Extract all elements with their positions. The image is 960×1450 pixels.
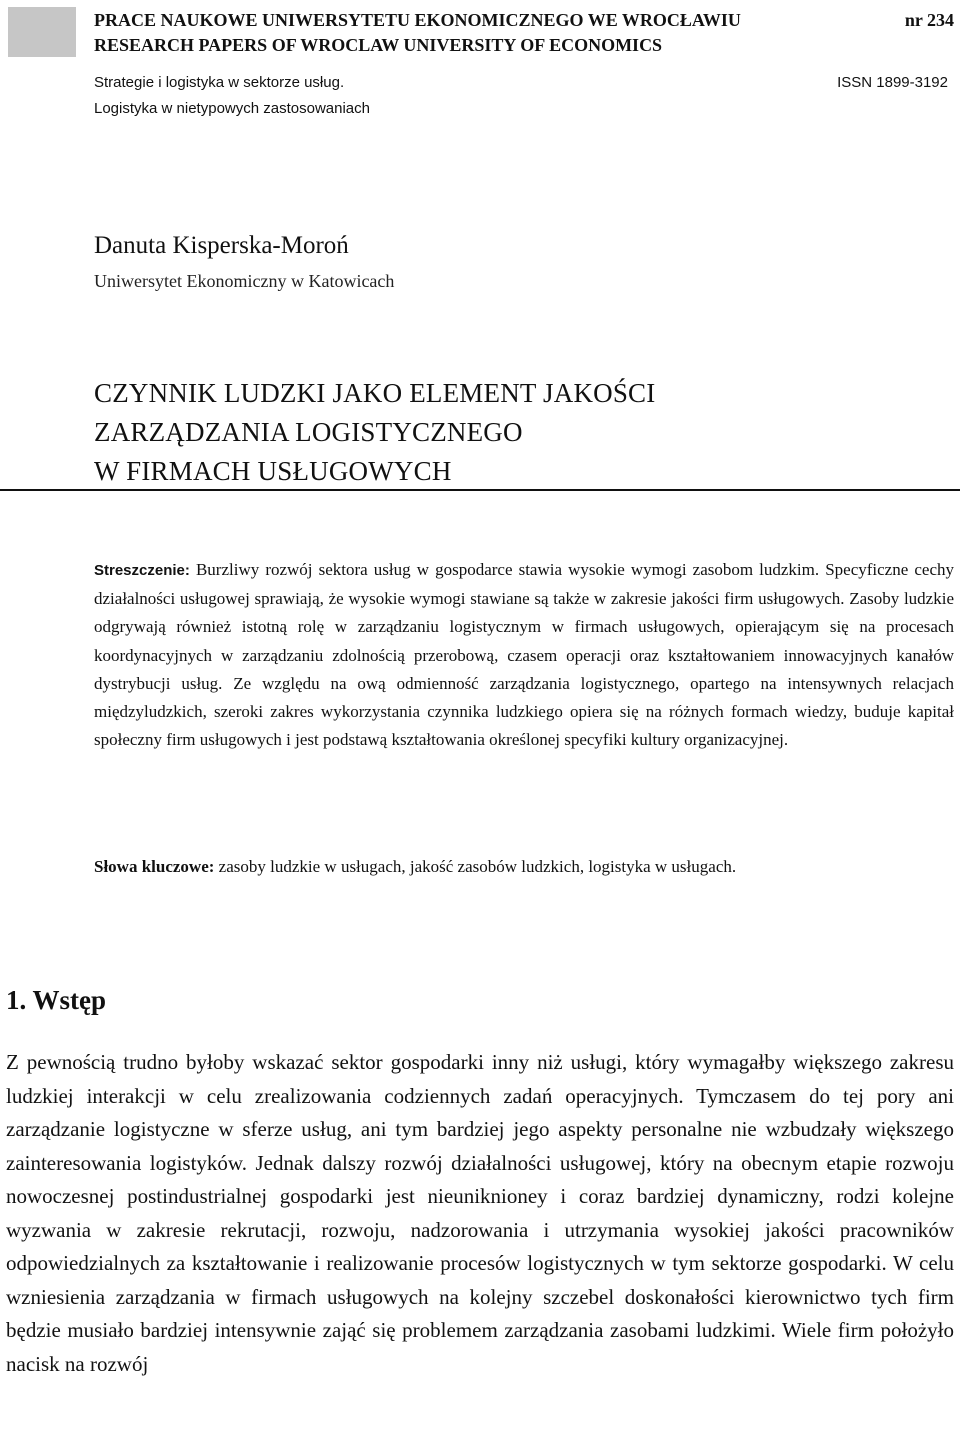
title-divider xyxy=(0,489,960,491)
author-name: Danuta Kisperska-Moroń xyxy=(94,232,349,259)
section-body: Z pewnością trudno byłoby wskazać sektor gospodarki inny niż usługi, który wymagałby większego zakresu ludzkiej interakcji w celu zrealizowania codziennych zadań operacyjnych. Tymczasem do tej pory ani zarządzanie logistyczne w sferze usług, ani tym bardziej jego aspekty personalne nie wzbudzały większego zainteresowania logistyków. Jednak dalszy rozwój działalności usługowej, który na obecnym etapie rozwoju nowoczesnej postindustrialnej gospodarki jest nieuniknioney i coraz bardziej dynamiczny, rodzi kolejne wyzwania w zakresie rekrutacji, rozwoju, nadzorowania i utrzymania wysokiej jakości pracowników odpowiedzialnych za kształtowanie i realizowanie procesów logistycznych w tym sektorze gospodarki. W celu wzniesienia zarządzania w firmach usługowych na kolejny szczebel doskonałości kierownictwo tych firm będzie musiało bardziej intensywnie zająć się problemem zarządzania zasobami ludzkimi. Wiele firm położyło nacisk na rozwój xyxy=(6,1050,954,1376)
journal-name-pl: PRACE NAUKOWE UNIWERSYTETU EKONOMICZNEGO WE WROCŁAWIU xyxy=(94,10,741,30)
section-heading: 1. Wstęp xyxy=(6,985,107,1015)
title-line-3: W FIRMACH USŁUGOWYCH xyxy=(94,456,452,486)
issue-number: nr 234 xyxy=(904,10,954,30)
paper-title xyxy=(94,374,655,491)
keywords-label: Słowa kluczowe: xyxy=(94,857,215,876)
series-info xyxy=(94,70,954,122)
abstract-label: Streszczenie: xyxy=(94,562,190,579)
series-title-1: Strategie i logistyka w sektorze usług. xyxy=(94,74,345,91)
keywords xyxy=(94,853,954,881)
author-affiliation: Uniwersytet Ekonomiczny w Katowicach xyxy=(94,271,395,291)
issn: ISSN 1899-3192 xyxy=(837,74,948,91)
journal-header xyxy=(94,8,954,58)
header-decoration xyxy=(8,7,76,57)
title-line-2: ZARZĄDZANIA LOGISTYCZNEGO xyxy=(94,417,523,447)
abstract xyxy=(94,556,954,754)
keywords-text: zasoby ludzkie w usługach, jakość zasobów ludzkich, logistyka w usługach. xyxy=(218,857,737,876)
abstract-text: Burzliwy rozwój sektora usług w gospodarce stawia wysokie wymogi zasobom ludzkim. Specyficzne cechy działalności usługowej sprawiają, że wysokie wymogi stawiane są także w zakresie jakości firm usługowych. Zasoby ludzkie odgrywają również istotną rolę w zarządzaniu logistycznym w firmach usługowych, opierającym się na procesach koordynacyjnych w zarządzaniu zdolnością przerobową, czasem operacji oraz kształtowaniem innowacyjnych kanałów dystrybucji usług. Ze względu na ową odmienność zarządzania logistycznego, opartego na intensywnych relacjach międzyludzkich, szeroki zakres wykorzystania czynnika ludzkiego opiera się na różnych formach wiedzy, buduje kapitał społeczny firm usługowych i jest podstawą kształtowania określonej specyfiki kultury organizacyjnej. xyxy=(94,560,954,750)
title-line-1: CZYNNIK LUDZKI JAKO ELEMENT JAKOŚCI xyxy=(94,378,656,408)
journal-name-en: RESEARCH PAPERS OF WROCLAW UNIVERSITY OF ECONOMICS xyxy=(94,35,663,55)
series-title-2: Logistyka w nietypowych zastosowaniach xyxy=(94,100,370,117)
